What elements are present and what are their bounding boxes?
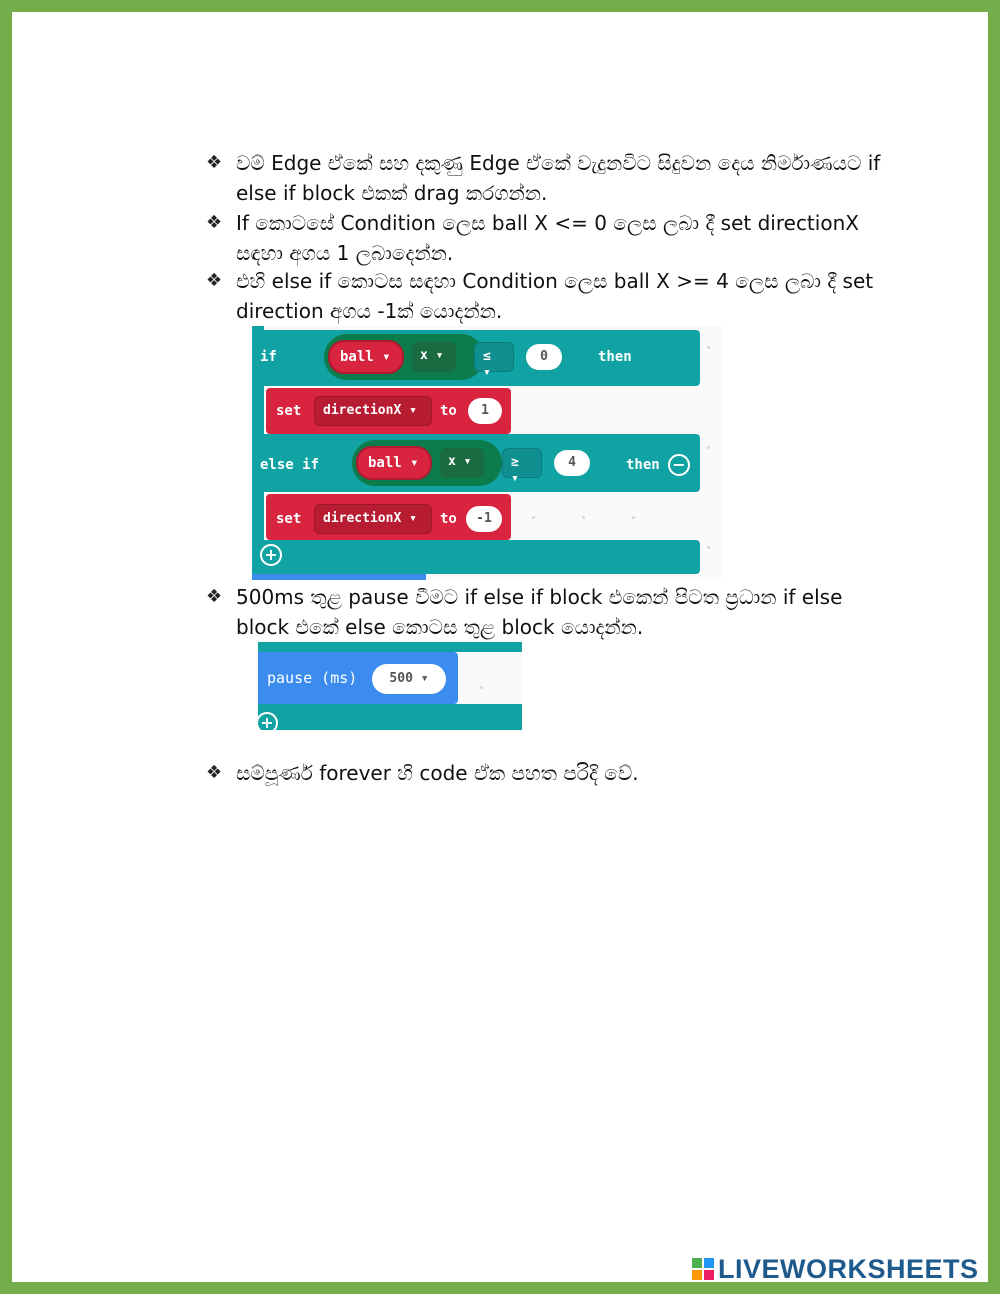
bullet-symbol: ❖: [206, 152, 223, 173]
value-input[interactable]: -1: [466, 506, 502, 532]
list-item: [206, 208, 896, 268]
else-branch-top: [258, 642, 522, 652]
operator-dropdown[interactable]: [502, 448, 542, 486]
list-item: [206, 266, 896, 326]
chevron-down-icon: ▾: [410, 455, 419, 471]
operator-dropdown[interactable]: [474, 342, 514, 380]
grid-dot: [707, 446, 710, 449]
liveworksheets-logo-icon: [692, 1258, 714, 1280]
property-dropdown[interactable]: [440, 448, 484, 478]
list-item: [206, 582, 896, 642]
variable-label: directionX: [323, 403, 402, 418]
add-branch-icon[interactable]: +: [258, 712, 278, 730]
liveworksheets-logo[interactable]: LIVEWORKSHEETS: [718, 1254, 979, 1284]
bullet-text: වම් Edge ඒකේ සහ දකුණු Edge ඒකේ වැදුනවිට සිදුවන දෙය නිර්මාණයට if else if block එකක් drag කරගන්න.: [236, 151, 881, 205]
bullet-text: සම්පූර්ණ forever හි code ඒක පහත පරිදි වේ.: [236, 761, 639, 785]
grid-dot: [632, 516, 635, 519]
grid-dot: [707, 546, 710, 549]
variable-dropdown[interactable]: [314, 396, 432, 426]
ball-variable[interactable]: [328, 340, 404, 374]
chevron-down-icon: ▾: [382, 349, 391, 365]
if-block-footer: [252, 540, 700, 574]
operator-label: ≥: [511, 455, 519, 470]
value-input[interactable]: 4: [554, 450, 590, 476]
chevron-down-icon: ▾: [511, 471, 519, 486]
remove-branch-icon[interactable]: −: [668, 454, 690, 476]
bullet-text: 500ms තුළ pause වීමට if else if block එකෙන් පිටත ප්‍රධාන if else block එකේ else කොටස තුළ block යොදන්න.: [236, 585, 843, 639]
if-keyword: if: [260, 349, 277, 365]
property-dropdown[interactable]: [412, 342, 456, 372]
if-else-if-block-image: [252, 326, 722, 580]
chevron-down-icon: ▾: [420, 671, 429, 686]
next-block-edge: [252, 574, 426, 580]
grid-dot: [532, 516, 535, 519]
pause-duration-dropdown[interactable]: [372, 664, 446, 694]
chevron-down-icon: ▾: [409, 403, 417, 418]
chevron-down-icon: ▾: [435, 348, 444, 363]
ball-variable[interactable]: [356, 446, 432, 480]
else-branch-footer: [258, 704, 522, 730]
chevron-down-icon: ▾: [483, 365, 491, 380]
property-label: x: [420, 348, 428, 363]
set-keyword: set: [276, 511, 302, 527]
bullet-symbol: ❖: [206, 212, 223, 233]
bullet-symbol: ❖: [206, 762, 223, 783]
ball-label: ball: [340, 349, 374, 365]
grid-dot: [582, 516, 585, 519]
bullet-symbol: ❖: [206, 270, 223, 291]
add-branch-icon[interactable]: +: [260, 544, 282, 566]
value-input[interactable]: 0: [526, 344, 562, 370]
list-item: [206, 758, 896, 788]
bullet-symbol: ❖: [206, 586, 223, 607]
ball-label: ball: [368, 455, 402, 471]
then-keyword: then: [626, 457, 660, 473]
bullet-text: If කොටසේ Condition ලෙස ball X <= 0 ලෙස ලබා දී set directionX සඳහා අගය 1 ලබාදෙන්න.: [236, 211, 859, 265]
chevron-down-icon: ▾: [409, 511, 417, 526]
property-label: x: [448, 454, 456, 469]
variable-dropdown[interactable]: [314, 504, 432, 534]
value-input[interactable]: 1: [468, 398, 502, 424]
else-if-keyword: else if: [260, 457, 320, 473]
to-keyword: to: [440, 511, 457, 527]
set-keyword: set: [276, 403, 302, 419]
grid-dot: [480, 686, 483, 689]
grid-dot: [707, 346, 710, 349]
pause-label: pause (ms): [267, 669, 358, 687]
to-keyword: to: [440, 403, 457, 419]
list-item: [206, 148, 896, 208]
chevron-down-icon: ▾: [463, 454, 472, 469]
then-keyword: then: [598, 349, 632, 365]
variable-label: directionX: [323, 511, 402, 526]
pause-block-image: [258, 642, 522, 730]
bullet-text: එහි else if කොටස සඳහා Condition ලෙස ball X >= 4 ලෙස ලබා දී set direction අගය -1ක් යොදන්න.: [236, 269, 874, 323]
pause-duration-value: 500: [389, 671, 413, 686]
operator-label: ≤: [483, 349, 491, 364]
